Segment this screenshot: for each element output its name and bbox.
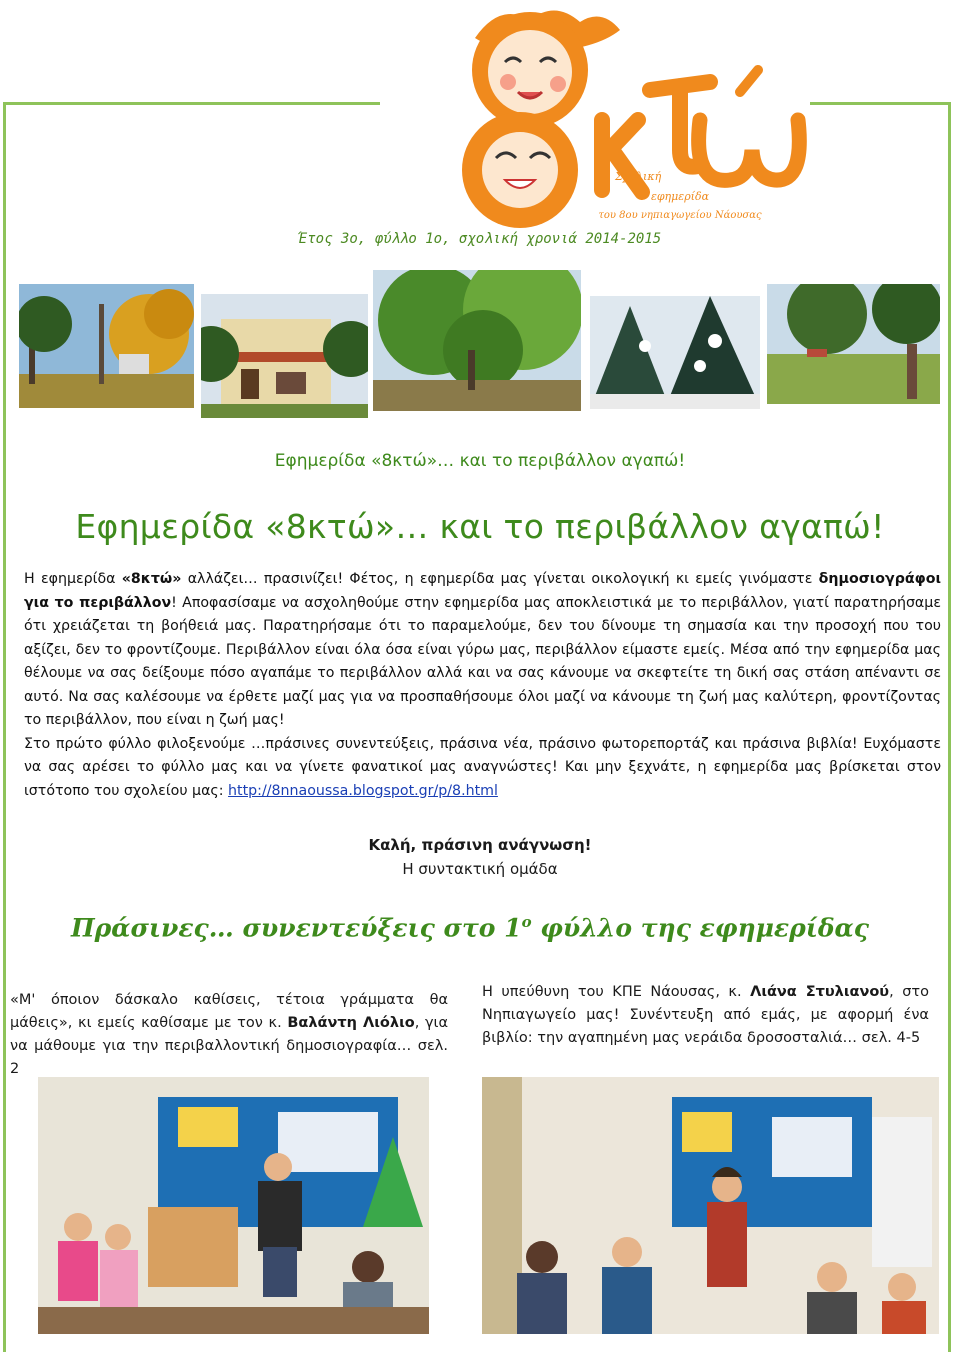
- masthead-logo: [380, 0, 810, 232]
- signoff-team: Η συντακτική ομάδα: [402, 860, 558, 878]
- snowy-trees-photo: [590, 296, 760, 409]
- issue-info: Έτος 3ο, φύλλο 1ο, σχολική χρονιά 2014-2015: [298, 231, 662, 247]
- autumn-trees-photo: [19, 284, 194, 408]
- green-trees-photo: [373, 270, 581, 411]
- classroom-interview-man-photo: [38, 1077, 429, 1334]
- logo-subtitle-2: εφημερίδα: [650, 190, 710, 203]
- school-website-link[interactable]: http://8nnaoussa.blogspot.gr/p/8.html: [228, 782, 498, 799]
- headline-small: Εφημερίδα «8κτώ»… και το περιβάλλον αγαπώ!: [274, 451, 686, 471]
- logo-subtitle-1: Σχολική: [615, 170, 662, 183]
- interview-left-text: «Μ' όποιον δάσκαλο καθίσεις, τέτοια γράμματα θα μάθεις», κι εμείς καθίσαμε με τον κ. Βαλάντη Λιόλιο, για να μάθουμε για την περιβαλλοντική δημοσιογραφία… σελ. 2: [10, 992, 448, 1077]
- logo-graphic: [380, 0, 810, 232]
- interview-right-text: Η υπεύθυνη του ΚΠΕ Νάουσας, κ. Λιάνα Στυλιανού, στο Νηπιαγωγείο μας! Συνέντευξη από εμάς, με αφορμή ένα βιβλίο: την αγαπημένη μας νεράιδα δροσοσταλιά… σελ. 4-5: [482, 984, 929, 1046]
- interviewee-name-right: Λιάνα Στυλιανού: [750, 984, 890, 1000]
- intro-paragraph-1: Η εφημερίδα «8κτώ» αλλάζει… πρασινίζει! Φέτος, η εφημερίδα μας γίνεται οικολογική κι εμείς γινόμαστε δημοσιογράφοι για το περιβάλλον! Αποφασίσαμε να ασχοληθούμε στην εφημερίδα μας αποκλειστικά με το περιβάλλον, γιατί παρατηρήσαμε ότι χρειάζεται τη βοήθειά μας. Παρατηρήσαμε ότι το παραμελούμε, δεν του δίνουμε τη σημασία και την προσοχή που του αξίζει, δεν το φροντίζουμε. Περιβάλλον είναι όλα όσα είναι γύρω μας, περιβάλλον είμαστε εμείς. Μέσα από την εφημερίδα μας θέλουμε να σας δείξουμε πόσο αγαπάμε το περιβάλλον αλλά και να σας κάνουμε να σκεφτείτε τη δική σας στάση απέναντι σε αυτό. Να σας καλέσουμε να έρθετε μαζί μας για να προσπαθήσουμε όλοι μαζί να κάνουμε τη ζωή μας καλύτερη, φροντίζοντας το περιβάλλον, που είναι η ζωή μας!: [24, 571, 941, 728]
- newspaper-name: «8κτώ»: [121, 571, 182, 587]
- playground-photo: [767, 284, 940, 404]
- school-building-photo: [201, 294, 368, 418]
- logo-subtitle-3: του 8ου νηπιαγωγείου Νάουσας: [598, 210, 762, 221]
- signoff-greeting: Καλή, πράσινη ανάγνωση!: [368, 836, 592, 854]
- headline-big: Εφημερίδα «8κτώ»… και το περιβάλλον αγαπώ!: [75, 507, 885, 546]
- intro-article: [24, 568, 941, 803]
- classroom-interview-woman-photo: [482, 1077, 939, 1334]
- section-title: Πράσινες… συνεντεύξεις στο $1^o$ φύλλο της εφημερίδας: [71, 913, 869, 943]
- emphasis-journalists: δημοσιογράφοι για το περιβάλλον: [24, 571, 941, 611]
- interviewee-name-left: Βαλάντη Λιόλιο: [287, 1015, 415, 1031]
- intro-paragraph-2: Στο πρώτο φύλλο φιλοξενούμε …πράσινες συνεντεύξεις, πράσινα νέα, πράσινο φωτορεπορτάζ και πράσινα βιβλία! Ευχόμαστε να σας αρέσει το φύλλο μας και να γίνετε φανατικοί μας αναγνώστες! Και μην ξεχνάτε, η εφημερίδα μας βρίσκεται στον ιστότοπο του σχολείου μας: http://8nnaoussa.blogspot.gr/p/8.html: [24, 735, 941, 799]
